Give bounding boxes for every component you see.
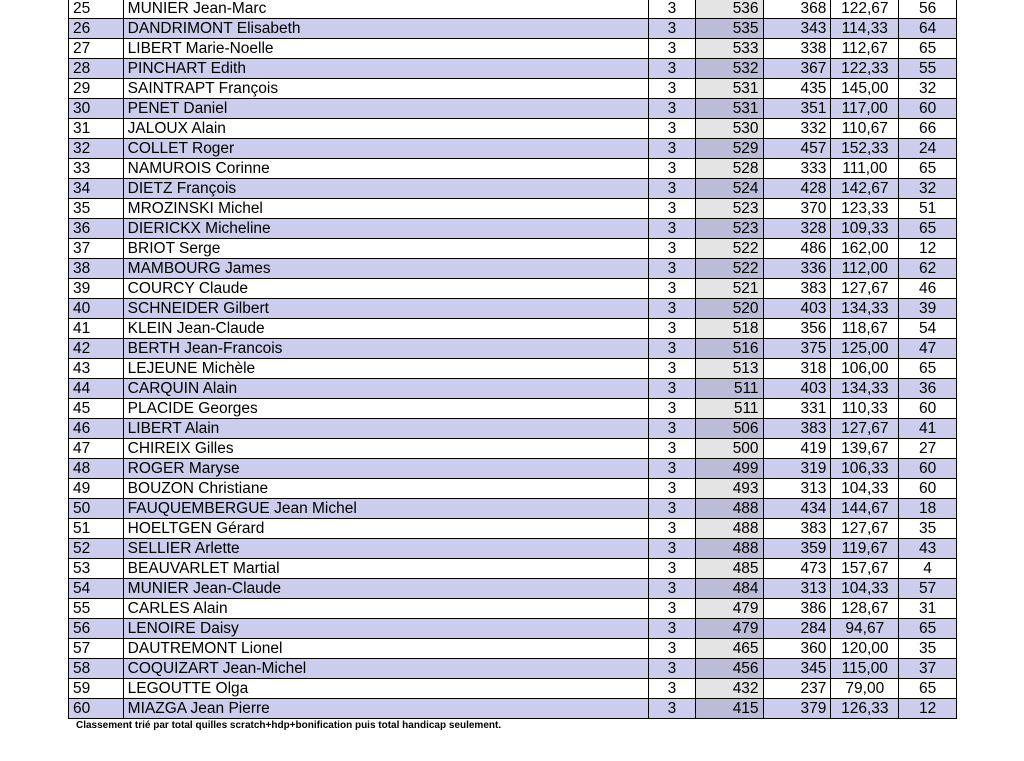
rank-cell: 46: [69, 419, 124, 439]
games-cell: 3: [649, 279, 696, 299]
rank-cell: 32: [69, 139, 124, 159]
player-name-cell: SAINTRAPT François: [123, 79, 649, 99]
rank-cell: 35: [69, 199, 124, 219]
games-cell: 3: [649, 19, 696, 39]
scratch-cell: 328: [763, 219, 831, 239]
scratch-cell: 375: [763, 339, 831, 359]
table-row: [69, 79, 957, 99]
rank-cell: 59: [69, 679, 124, 699]
rank-cell: 47: [69, 439, 124, 459]
scratch-cell: 383: [763, 519, 831, 539]
player-name-cell: PLACIDE Georges: [123, 399, 649, 419]
scratch-cell: 360: [763, 639, 831, 659]
total-cell: 511: [695, 379, 763, 399]
games-cell: 3: [649, 519, 696, 539]
table-row: [69, 379, 957, 399]
average-cell: 128,67: [831, 599, 899, 619]
scratch-cell: 331: [763, 399, 831, 419]
handicap-cell: 65: [899, 619, 957, 639]
games-cell: 3: [649, 199, 696, 219]
total-cell: 522: [695, 259, 763, 279]
total-cell: 415: [695, 699, 763, 719]
player-name-cell: SCHNEIDER Gilbert: [123, 299, 649, 319]
average-cell: 79,00: [831, 679, 899, 699]
average-cell: 119,67: [831, 539, 899, 559]
scratch-cell: 403: [763, 379, 831, 399]
handicap-cell: 60: [899, 399, 957, 419]
average-cell: 162,00: [831, 239, 899, 259]
table-row: [69, 299, 957, 319]
average-cell: 115,00: [831, 659, 899, 679]
average-cell: 139,67: [831, 439, 899, 459]
player-name-cell: BRIOT Serge: [123, 239, 649, 259]
handicap-cell: 55: [899, 59, 957, 79]
total-cell: 529: [695, 139, 763, 159]
table-row: [69, 679, 957, 699]
player-name-cell: LIBERT Alain: [123, 419, 649, 439]
games-cell: 3: [649, 119, 696, 139]
handicap-cell: 65: [899, 679, 957, 699]
games-cell: 3: [649, 299, 696, 319]
player-name-cell: BOUZON Christiane: [123, 479, 649, 499]
total-cell: 506: [695, 419, 763, 439]
total-cell: 535: [695, 19, 763, 39]
table-row: [69, 479, 957, 499]
scratch-cell: 428: [763, 179, 831, 199]
average-cell: 122,33: [831, 59, 899, 79]
total-cell: 500: [695, 439, 763, 459]
average-cell: 152,33: [831, 139, 899, 159]
rank-cell: 37: [69, 239, 124, 259]
rank-cell: 27: [69, 39, 124, 59]
table-row: [69, 39, 957, 59]
player-name-cell: LEGOUTTE Olga: [123, 679, 649, 699]
rank-cell: 39: [69, 279, 124, 299]
player-name-cell: DIERICKX Micheline: [123, 219, 649, 239]
rank-cell: 34: [69, 179, 124, 199]
total-cell: 513: [695, 359, 763, 379]
ranking-table-body: [69, 0, 957, 719]
table-row: [69, 579, 957, 599]
rank-cell: 25: [69, 0, 124, 19]
scratch-cell: 434: [763, 499, 831, 519]
total-cell: 532: [695, 59, 763, 79]
player-name-cell: LEJEUNE Michèle: [123, 359, 649, 379]
games-cell: 3: [649, 599, 696, 619]
games-cell: 3: [649, 659, 696, 679]
player-name-cell: JALOUX Alain: [123, 119, 649, 139]
handicap-cell: 66: [899, 119, 957, 139]
player-name-cell: LENOIRE Daisy: [123, 619, 649, 639]
rank-cell: 42: [69, 339, 124, 359]
total-cell: 521: [695, 279, 763, 299]
rank-cell: 43: [69, 359, 124, 379]
table-row: [69, 259, 957, 279]
handicap-cell: 54: [899, 319, 957, 339]
scratch-cell: 351: [763, 99, 831, 119]
handicap-cell: 27: [899, 439, 957, 459]
scratch-cell: 473: [763, 559, 831, 579]
total-cell: 531: [695, 99, 763, 119]
table-row: [69, 279, 957, 299]
scratch-cell: 383: [763, 279, 831, 299]
scratch-cell: 332: [763, 119, 831, 139]
games-cell: 3: [649, 539, 696, 559]
average-cell: 104,33: [831, 579, 899, 599]
total-cell: 520: [695, 299, 763, 319]
scratch-cell: 345: [763, 659, 831, 679]
handicap-cell: 56: [899, 0, 957, 19]
scratch-cell: 284: [763, 619, 831, 639]
scratch-cell: 386: [763, 599, 831, 619]
games-cell: 3: [649, 0, 696, 19]
table-row: [69, 599, 957, 619]
total-cell: 485: [695, 559, 763, 579]
player-name-cell: SELLIER Arlette: [123, 539, 649, 559]
handicap-cell: 60: [899, 459, 957, 479]
handicap-cell: 24: [899, 139, 957, 159]
player-name-cell: COQUIZART Jean-Michel: [123, 659, 649, 679]
handicap-cell: 46: [899, 279, 957, 299]
scratch-cell: 370: [763, 199, 831, 219]
rank-cell: 45: [69, 399, 124, 419]
scratch-cell: 237: [763, 679, 831, 699]
games-cell: 3: [649, 399, 696, 419]
total-cell: 523: [695, 219, 763, 239]
games-cell: 3: [649, 439, 696, 459]
average-cell: 111,00: [831, 159, 899, 179]
rank-cell: 38: [69, 259, 124, 279]
handicap-cell: 31: [899, 599, 957, 619]
handicap-cell: 51: [899, 199, 957, 219]
rank-cell: 60: [69, 699, 124, 719]
total-cell: 479: [695, 599, 763, 619]
average-cell: 117,00: [831, 99, 899, 119]
table-row: [69, 119, 957, 139]
average-cell: 127,67: [831, 519, 899, 539]
games-cell: 3: [649, 139, 696, 159]
player-name-cell: BERTH Jean-Francois: [123, 339, 649, 359]
total-cell: 511: [695, 399, 763, 419]
average-cell: 145,00: [831, 79, 899, 99]
games-cell: 3: [649, 619, 696, 639]
games-cell: 3: [649, 179, 696, 199]
total-cell: 524: [695, 179, 763, 199]
scratch-cell: 343: [763, 19, 831, 39]
rank-cell: 48: [69, 459, 124, 479]
total-cell: 531: [695, 79, 763, 99]
rank-cell: 54: [69, 579, 124, 599]
games-cell: 3: [649, 99, 696, 119]
table-row: [69, 159, 957, 179]
games-cell: 3: [649, 579, 696, 599]
table-row: [69, 239, 957, 259]
average-cell: 106,33: [831, 459, 899, 479]
handicap-cell: 4: [899, 559, 957, 579]
handicap-cell: 41: [899, 419, 957, 439]
handicap-cell: 39: [899, 299, 957, 319]
average-cell: 127,67: [831, 279, 899, 299]
games-cell: 3: [649, 339, 696, 359]
total-cell: 488: [695, 499, 763, 519]
rank-cell: 41: [69, 319, 124, 339]
table-row: [69, 19, 957, 39]
handicap-cell: 57: [899, 579, 957, 599]
table-row: [69, 0, 957, 19]
player-name-cell: LIBERT Marie-Noelle: [123, 39, 649, 59]
handicap-cell: 65: [899, 219, 957, 239]
games-cell: 3: [649, 219, 696, 239]
scratch-cell: 318: [763, 359, 831, 379]
table-row: [69, 499, 957, 519]
rank-cell: 57: [69, 639, 124, 659]
player-name-cell: FAUQUEMBERGUE Jean Michel: [123, 499, 649, 519]
rank-cell: 58: [69, 659, 124, 679]
total-cell: 533: [695, 39, 763, 59]
games-cell: 3: [649, 59, 696, 79]
player-name-cell: MIAZGA Jean Pierre: [123, 699, 649, 719]
handicap-cell: 62: [899, 259, 957, 279]
player-name-cell: CARLES Alain: [123, 599, 649, 619]
scratch-cell: 333: [763, 159, 831, 179]
games-cell: 3: [649, 679, 696, 699]
rank-cell: 51: [69, 519, 124, 539]
table-row: [69, 619, 957, 639]
table-row: [69, 319, 957, 339]
player-name-cell: COURCY Claude: [123, 279, 649, 299]
rank-cell: 49: [69, 479, 124, 499]
table-row: [69, 519, 957, 539]
handicap-cell: 65: [899, 39, 957, 59]
rank-cell: 36: [69, 219, 124, 239]
handicap-cell: 18: [899, 499, 957, 519]
average-cell: 114,33: [831, 19, 899, 39]
table-row: [69, 359, 957, 379]
total-cell: 479: [695, 619, 763, 639]
games-cell: 3: [649, 39, 696, 59]
player-name-cell: CHIREIX Gilles: [123, 439, 649, 459]
table-row: [69, 419, 957, 439]
average-cell: 94,67: [831, 619, 899, 639]
table-row: [69, 559, 957, 579]
rank-cell: 52: [69, 539, 124, 559]
table-row: [69, 699, 957, 719]
scratch-cell: 419: [763, 439, 831, 459]
table-row: [69, 179, 957, 199]
table-row: [69, 459, 957, 479]
average-cell: 112,67: [831, 39, 899, 59]
scratch-cell: 379: [763, 699, 831, 719]
average-cell: 125,00: [831, 339, 899, 359]
player-name-cell: NAMUROIS Corinne: [123, 159, 649, 179]
rank-cell: 44: [69, 379, 124, 399]
average-cell: 110,67: [831, 119, 899, 139]
player-name-cell: MAMBOURG James: [123, 259, 649, 279]
games-cell: 3: [649, 639, 696, 659]
games-cell: 3: [649, 359, 696, 379]
total-cell: 488: [695, 539, 763, 559]
scratch-cell: 336: [763, 259, 831, 279]
games-cell: 3: [649, 499, 696, 519]
player-name-cell: BEAUVARLET Martial: [123, 559, 649, 579]
total-cell: 484: [695, 579, 763, 599]
scratch-cell: 368: [763, 0, 831, 19]
games-cell: 3: [649, 559, 696, 579]
games-cell: 3: [649, 699, 696, 719]
scratch-cell: 435: [763, 79, 831, 99]
table-row: [69, 99, 957, 119]
handicap-cell: 32: [899, 79, 957, 99]
table-row: [69, 639, 957, 659]
handicap-cell: 37: [899, 659, 957, 679]
scratch-cell: 383: [763, 419, 831, 439]
player-name-cell: HOELTGEN Gérard: [123, 519, 649, 539]
rank-cell: 31: [69, 119, 124, 139]
player-name-cell: PINCHART Edith: [123, 59, 649, 79]
total-cell: 528: [695, 159, 763, 179]
rank-cell: 56: [69, 619, 124, 639]
handicap-cell: 65: [899, 159, 957, 179]
table-row: [69, 439, 957, 459]
handicap-cell: 64: [899, 19, 957, 39]
average-cell: 123,33: [831, 199, 899, 219]
average-cell: 134,33: [831, 379, 899, 399]
player-name-cell: MROZINSKI Michel: [123, 199, 649, 219]
rank-cell: 29: [69, 79, 124, 99]
player-name-cell: DANDRIMONT Elisabeth: [123, 19, 649, 39]
scratch-cell: 359: [763, 539, 831, 559]
games-cell: 3: [649, 159, 696, 179]
average-cell: 120,00: [831, 639, 899, 659]
handicap-cell: 35: [899, 519, 957, 539]
handicap-cell: 36: [899, 379, 957, 399]
average-cell: 144,67: [831, 499, 899, 519]
handicap-cell: 60: [899, 99, 957, 119]
average-cell: 142,67: [831, 179, 899, 199]
scratch-cell: 486: [763, 239, 831, 259]
scratch-cell: 338: [763, 39, 831, 59]
player-name-cell: PENET Daniel: [123, 99, 649, 119]
total-cell: 516: [695, 339, 763, 359]
scratch-cell: 313: [763, 579, 831, 599]
scratch-cell: 313: [763, 479, 831, 499]
table-row: [69, 139, 957, 159]
games-cell: 3: [649, 479, 696, 499]
rank-cell: 53: [69, 559, 124, 579]
table-row: [69, 399, 957, 419]
scratch-cell: 367: [763, 59, 831, 79]
handicap-cell: 65: [899, 359, 957, 379]
scratch-cell: 457: [763, 139, 831, 159]
handicap-cell: 43: [899, 539, 957, 559]
total-cell: 536: [695, 0, 763, 19]
total-cell: 493: [695, 479, 763, 499]
average-cell: 109,33: [831, 219, 899, 239]
games-cell: 3: [649, 459, 696, 479]
total-cell: 456: [695, 659, 763, 679]
total-cell: 465: [695, 639, 763, 659]
total-cell: 432: [695, 679, 763, 699]
rank-cell: 55: [69, 599, 124, 619]
rank-cell: 28: [69, 59, 124, 79]
scratch-cell: 356: [763, 319, 831, 339]
average-cell: 126,33: [831, 699, 899, 719]
average-cell: 134,33: [831, 299, 899, 319]
rank-cell: 26: [69, 19, 124, 39]
handicap-cell: 35: [899, 639, 957, 659]
player-name-cell: CARQUIN Alain: [123, 379, 649, 399]
handicap-cell: 60: [899, 479, 957, 499]
table-row: [69, 219, 957, 239]
scratch-cell: 319: [763, 459, 831, 479]
player-name-cell: DIETZ François: [123, 179, 649, 199]
average-cell: 112,00: [831, 259, 899, 279]
rank-cell: 33: [69, 159, 124, 179]
total-cell: 530: [695, 119, 763, 139]
total-cell: 522: [695, 239, 763, 259]
average-cell: 127,67: [831, 419, 899, 439]
player-name-cell: COLLET Roger: [123, 139, 649, 159]
table-row: [69, 659, 957, 679]
table-row: [69, 339, 957, 359]
average-cell: 157,67: [831, 559, 899, 579]
average-cell: 104,33: [831, 479, 899, 499]
scratch-cell: 403: [763, 299, 831, 319]
handicap-cell: 32: [899, 179, 957, 199]
footnote: Classement trié par total quilles scratch+hdp+bonification puis total handicap seulement.: [76, 720, 502, 731]
total-cell: 518: [695, 319, 763, 339]
rank-cell: 40: [69, 299, 124, 319]
games-cell: 3: [649, 79, 696, 99]
average-cell: 118,67: [831, 319, 899, 339]
average-cell: 110,33: [831, 399, 899, 419]
handicap-cell: 47: [899, 339, 957, 359]
table-row: [69, 59, 957, 79]
player-name-cell: ROGER Maryse: [123, 459, 649, 479]
player-name-cell: KLEIN Jean-Claude: [123, 319, 649, 339]
table-row: [69, 199, 957, 219]
ranking-table: [68, 0, 957, 719]
games-cell: 3: [649, 239, 696, 259]
games-cell: 3: [649, 319, 696, 339]
total-cell: 499: [695, 459, 763, 479]
handicap-cell: 12: [899, 239, 957, 259]
games-cell: 3: [649, 419, 696, 439]
player-name-cell: MUNIER Jean-Marc: [123, 0, 649, 19]
rank-cell: 30: [69, 99, 124, 119]
total-cell: 488: [695, 519, 763, 539]
table-row: [69, 539, 957, 559]
games-cell: 3: [649, 259, 696, 279]
total-cell: 523: [695, 199, 763, 219]
average-cell: 106,00: [831, 359, 899, 379]
average-cell: 122,67: [831, 0, 899, 19]
games-cell: 3: [649, 379, 696, 399]
player-name-cell: DAUTREMONT Lionel: [123, 639, 649, 659]
rank-cell: 50: [69, 499, 124, 519]
player-name-cell: MUNIER Jean-Claude: [123, 579, 649, 599]
handicap-cell: 12: [899, 699, 957, 719]
